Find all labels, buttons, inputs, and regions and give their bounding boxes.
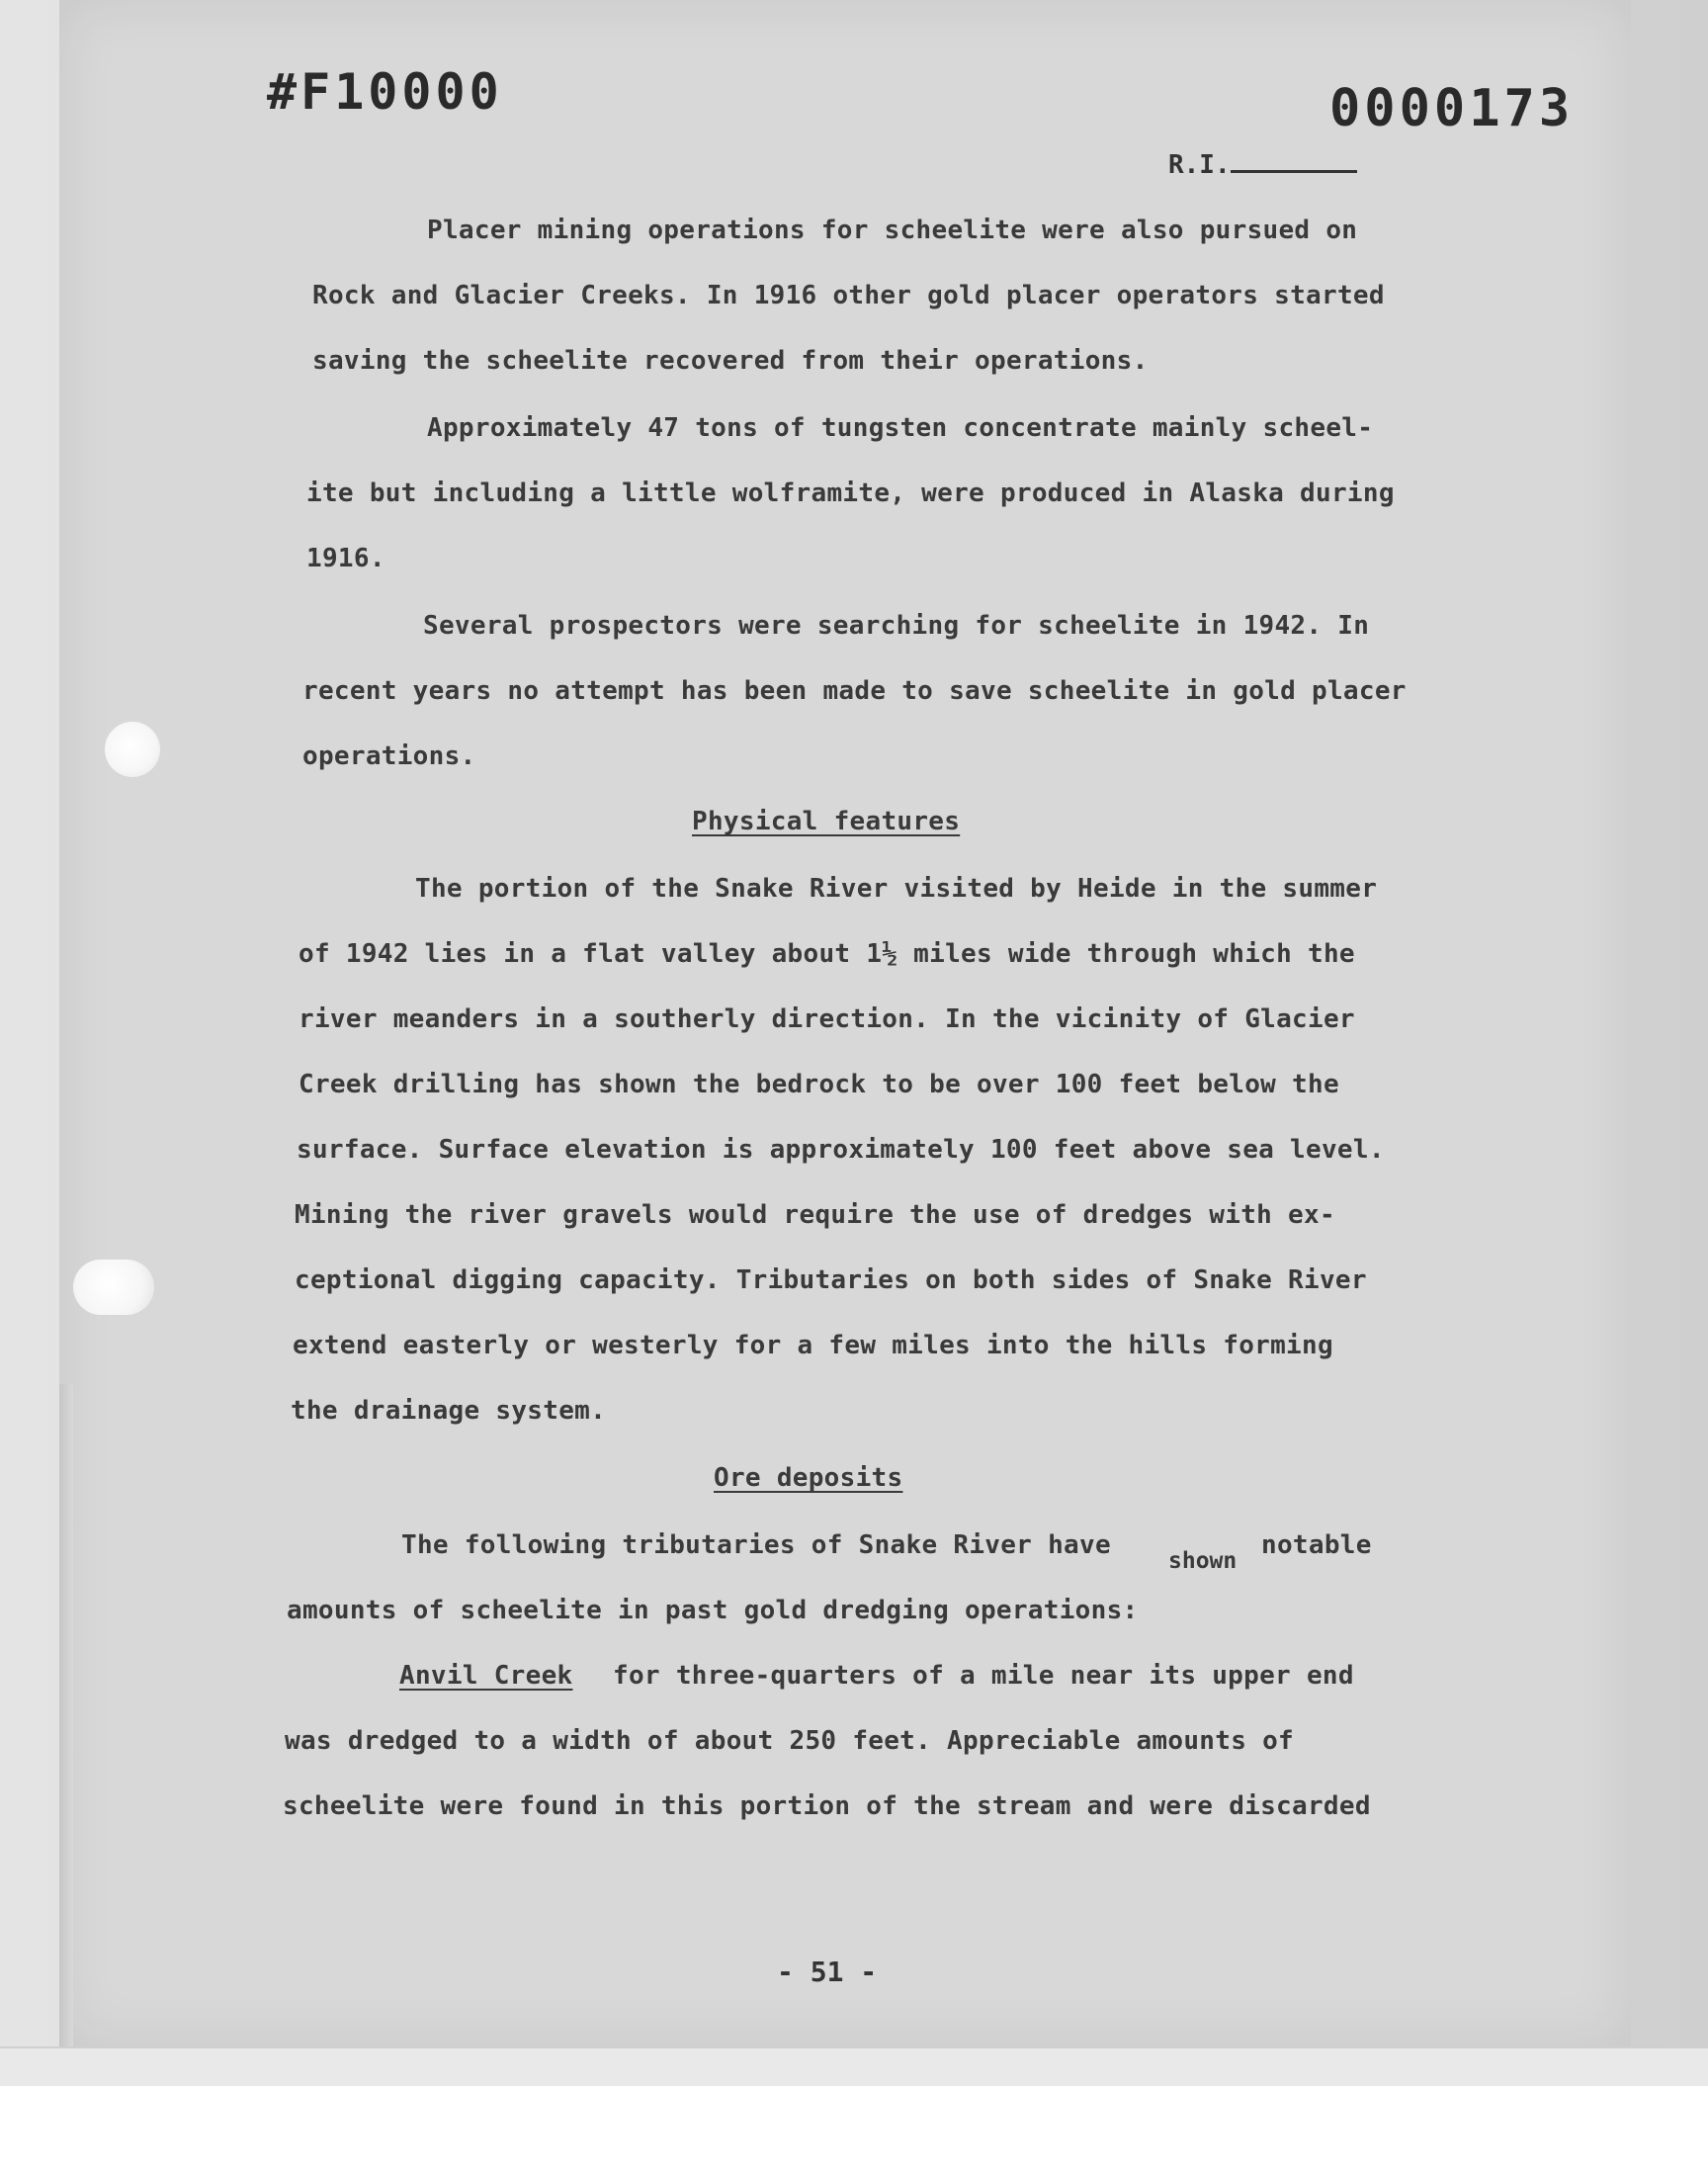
text-line: notable (1261, 1530, 1372, 1560)
text-line: operations. (302, 741, 476, 771)
text-line: Mining the river gravels would require the use of dredges with ex- (295, 1200, 1335, 1230)
text-line: for three-quarters of a mile near its upper end (613, 1661, 1354, 1691)
punch-hole-bottom (73, 1260, 154, 1315)
text-line: amounts of scheelite in past gold dredging operations: (287, 1596, 1139, 1625)
paper-fold-edge (59, 1384, 73, 2046)
document-id-stamp-right: 0000173 (1329, 79, 1575, 138)
inserted-word: shown (1168, 1548, 1238, 1574)
ri-label (1168, 150, 1357, 180)
punch-hole-top (105, 722, 160, 777)
text-line: The following tributaries of Snake River have (401, 1530, 1111, 1560)
text-line: Several prospectors were searching for scheelite in 1942. In (423, 611, 1370, 641)
text-line: 1916. (306, 544, 385, 573)
text-line: ite but including a little wolframite, were produced in Alaska during (306, 478, 1395, 508)
section-heading-ore-deposits: Ore deposits (714, 1463, 903, 1493)
text-line: surface. Surface elevation is approximately 100 feet above sea level. (297, 1135, 1385, 1165)
text-line: Rock and Glacier Creeks. In 1916 other gold placer operators started (312, 281, 1385, 310)
text-line: river meanders in a southerly direction. In the vicinity of Glacier (299, 1004, 1355, 1034)
ri-blank-line (1231, 170, 1357, 173)
text-line: saving the scheelite recovered from their operations. (312, 346, 1149, 376)
text-line: Creek drilling has shown the bedrock to be over 100 feet below the (299, 1070, 1339, 1099)
text-line: of 1942 lies in a flat valley about 1½ miles wide through which the (299, 939, 1355, 969)
text-line: The portion of the Snake River visited by Heide in the summer (415, 874, 1378, 904)
text-line: extend easterly or westerly for a few miles into the hills forming (293, 1331, 1333, 1360)
ri-label-text: R.I. (1168, 150, 1231, 180)
text-line: Approximately 47 tons of tungsten concentrate mainly scheel- (427, 413, 1374, 443)
page-number: - 51 - (777, 1956, 878, 1988)
text-line: the drainage system. (291, 1396, 607, 1426)
scanner-bottom-margin (0, 2046, 1708, 2086)
text-line: Placer mining operations for scheelite were also pursued on (427, 216, 1358, 245)
creek-name-anvil: Anvil Creek (399, 1661, 573, 1691)
section-heading-physical-features: Physical features (692, 807, 961, 836)
text-line: recent years no attempt has been made to save scheelite in gold placer (302, 676, 1407, 706)
document-id-stamp-left: #F10000 (267, 63, 503, 121)
text-line: ceptional digging capacity. Tributaries on both sides of Snake River (295, 1265, 1367, 1295)
text-line: scheelite were found in this portion of the stream and were discarded (283, 1791, 1371, 1821)
text-line: was dredged to a width of about 250 feet. Appreciable amounts of (285, 1726, 1295, 1756)
